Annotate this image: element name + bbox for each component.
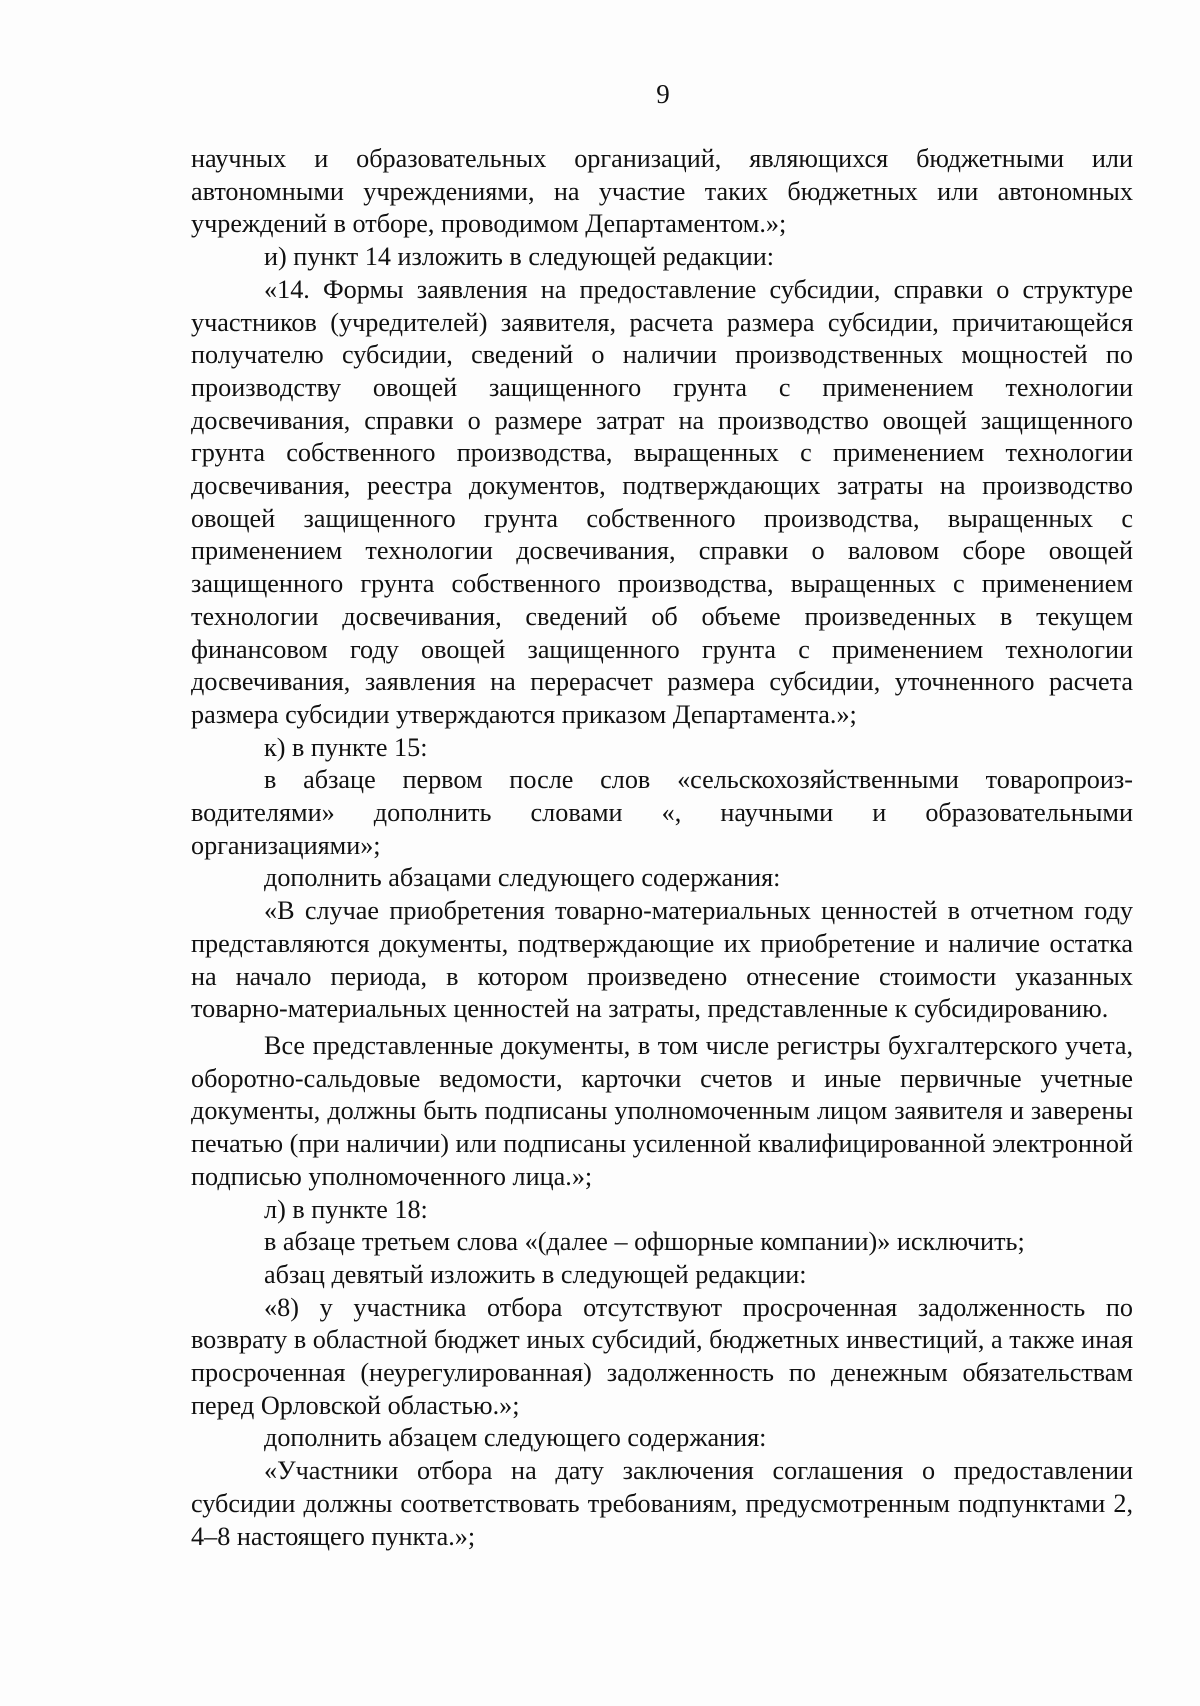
paragraph: абзац девятый изложить в следующей редакции: xyxy=(264,1259,807,1289)
paragraph: Все представленные документы, в том числе регистры бухгалтерского учета, оборотно-сальдовые ведомости, карточки счетов и иные первичные учетные документы, должны быть подписаны уполномоченным лицом заявителя и заверены печатью (при наличии) или подписаны усиленной квалифицированной электронной подписью уполномоченного лица.»; xyxy=(191,1030,1133,1191)
document-body xyxy=(191,143,1133,1553)
paragraph: в абзаце первом после слов «сельскохозяйственными товаропроизводителями» дополнить словами «, научными и образовательными организациями»; xyxy=(191,765,1133,860)
paragraph: дополнить абзацами следующего содержания: xyxy=(264,863,781,893)
paragraph: «Участники отбора на дату заключения соглашения о предоставлении субсидии должны соответствовать требованиям, предусмотренным подпунктами 2, 4–8 настоящего пункта.»; xyxy=(191,1456,1133,1551)
page-number: 9 xyxy=(656,79,670,109)
paragraph: научных и образовательных организаций, являющихся бюджетными или автономными учреждениями, на участие таких бюджетных или автономных учреждений в отборе, проводимом Департаментом.»; xyxy=(191,144,1133,239)
paragraph: в абзаце третьем слова «(далее – офшорные компании)» исключить; xyxy=(264,1227,1025,1257)
paragraph: «14. Формы заявления на предоставление субсидии, справки о структуре участников (учредителей) заявителя, расчета размера субсидии, причитающейся получателю субсидии, сведений о наличии производственных мощностей по производству овощей защищенного грунта с применением технологии досвечивания, справки о размере затрат на производство овощей защищенного грунта собственного производства, выращенных с применением технологии досвечивания, реестра документов, подтверждающих затраты на производство овощей защищенного грунта собственного производства, выращенных с применением технологии досвечивания, справки о валовом сборе овощей защищенного грунта собственного производства, выращенных с применением технологии досвечивания, сведений об объеме произведенных в текущем финансовом году овощей защищенного грунта с применением технологии досвечивания, заявления на перерасчет размера субсидии, уточненного расчета размера субсидии утверждаются приказом Департамента.»; xyxy=(191,274,1133,729)
paragraph: к) в пункте 15: xyxy=(264,732,428,762)
paragraph: «8) у участника отбора отсутствуют просроченная задолженность по возврату в областной бюджет иных субсидий, бюджетных инвестиций, а также иная просроченная (неурегулированная) задолженность по денежным обязательствам перед Орловской областью.»; xyxy=(191,1292,1133,1420)
paragraph: и) пункт 14 изложить в следующей редакции: xyxy=(264,242,774,272)
paragraph: «В случае приобретения товарно-материальных ценностей в отчетном году представляются документы, подтверждающие их приобретение и наличие остатка на начало периода, в котором произведено отнесение стоимости указанных товарно-материальных ценностей на затраты, представленные к субсидированию. xyxy=(191,896,1133,1024)
paragraph: дополнить абзацем следующего содержания: xyxy=(264,1423,767,1453)
paragraph: л) в пункте 18: xyxy=(264,1194,428,1224)
